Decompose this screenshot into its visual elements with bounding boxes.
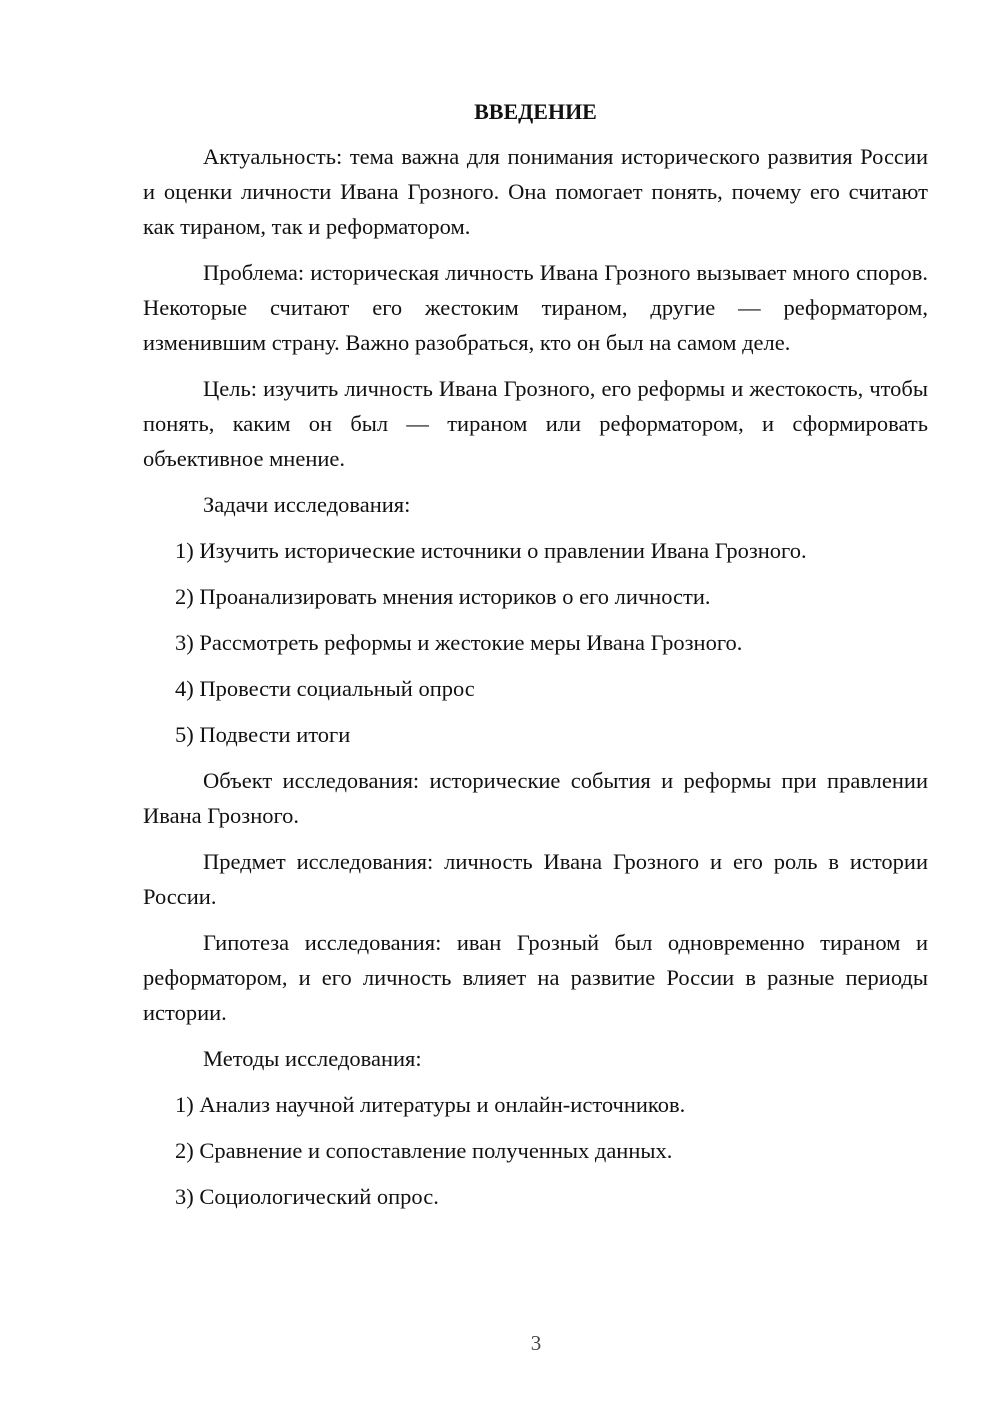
method-item: 3) Социологический опрос.	[175, 1184, 439, 1209]
page-number: 3	[530, 1331, 542, 1355]
task-item: 3) Рассмотреть реформы и жестокие меры Ивана Грозного.	[175, 630, 743, 655]
task-item: 1) Изучить исторические источники о правлении Ивана Грозного.	[175, 538, 807, 563]
paragraph-problem: Проблема: историческая личность Ивана Грозного вызывает много споров. Некоторые считают его жестоким тираном, другие — реформатором, изменившим страну. Важно разобраться, кто он был на самом деле.	[143, 260, 928, 355]
page-content	[143, 94, 928, 1225]
task-item: 5) Подвести итоги	[175, 722, 351, 747]
paragraph-object: Объект исследования: исторические события и реформы при правлении Ивана Грозного.	[143, 768, 928, 828]
section-heading: ВВЕДЕНИЕ	[474, 99, 597, 124]
method-item: 2) Сравнение и сопоставление полученных данных.	[175, 1138, 673, 1163]
methods-title: Методы исследования:	[203, 1046, 422, 1071]
paragraph-hypothesis: Гипотеза исследования: иван Грозный был одновременно тираном и реформатором, и его личность влияет на развитие России в разные периоды истории.	[143, 930, 928, 1025]
task-item: 2) Проанализировать мнения историков о его личности.	[175, 584, 711, 609]
paragraph-goal: Цель: изучить личность Ивана Грозного, его реформы и жестокость, чтобы понять, каким он был — тираном или реформатором, и сформировать объективное мнение.	[143, 376, 928, 471]
tasks-title: Задачи исследования:	[203, 492, 411, 517]
task-item: 4) Провести социальный опрос	[175, 676, 475, 701]
method-item: 1) Анализ научной литературы и онлайн-источников.	[175, 1092, 686, 1117]
paragraph-relevance: Актуальность: тема важна для понимания исторического развития России и оценки личности Ивана Грозного. Она помогает понять, почему его считают как тираном, так и реформатором.	[143, 144, 928, 239]
paragraph-subject: Предмет исследования: личность Ивана Грозного и его роль в истории России.	[143, 849, 928, 909]
